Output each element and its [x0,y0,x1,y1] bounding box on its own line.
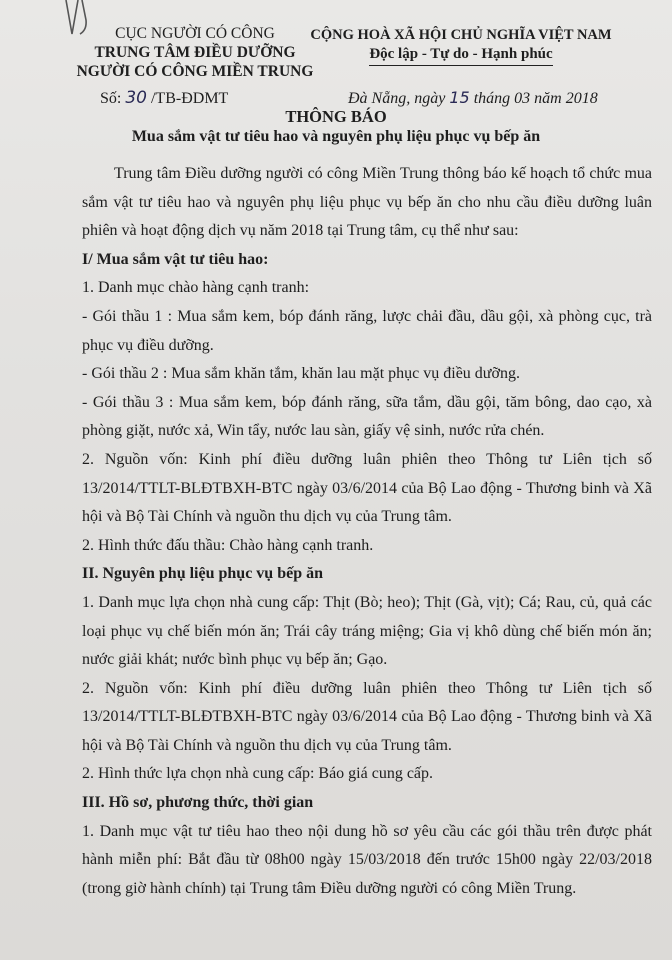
agency-name-line2: NGƯỜI CÓ CÔNG MIỀN TRUNG [76,63,314,80]
section-2-heading: II. Nguyên phụ liệu phục vụ bếp ăn [82,565,323,583]
document-date-day: 15 [449,88,470,107]
document-date: Đà Nẵng, ngày 15 tháng 03 năm 2018 [348,88,598,107]
section-2-method: 2. Hình thức lựa chọn nhà cung cấp: Báo giá cung cấp. [82,765,434,783]
agency-parent: CỤC NGƯỜI CÓ CÔNG [115,25,275,42]
document-title: THÔNG BÁO [285,107,387,126]
section-3-heading: III. Hồ sơ, phương thức, thời gian [82,794,314,812]
document-number: Số: 30 /TB-ĐDMT [100,88,229,108]
agency-name-line1: TRUNG TÂM ĐIỀU DƯỠNG [94,44,296,61]
section-1-heading: I/ Mua sắm vật tư tiêu hao: [82,250,269,268]
document-number-value: 30 [125,88,147,108]
intro-paragraph: Trung tâm Điều dưỡng người có công Miền Trung thông báo kế hoạch tổ chức mua sắm vật tư tiêu hao và nguyên phụ liệu phục vụ bếp ăn cho nhu cầu điều dưỡng luân phiên và hoạt động dịch vụ năm 2018 tại Trung tâm, cụ thể như sau: [82,165,652,240]
section-1-item-1: 1. Danh mục chào hàng cạnh tranh: [82,279,310,297]
section-1-funding: 2. Nguồn vốn: Kinh phí điều dưỡng luân phiên theo Thông tư Liên tịch số 13/2014/TTLT-BLĐTBXH-BTC ngày 03/6/2014 của Bộ Lao động - Thương binh và Xã hội và Bộ Tài Chính và nguồn thu dịch vụ của Trung tâm. [82,450,652,526]
national-motto: Độc lập - Tự do - Hạnh phúc [369,45,552,66]
document-body [82,160,652,903]
national-header [306,26,616,66]
section-2-item-1: 1. Danh mục lựa chọn nhà cung cấp: Thịt (Bò; heo); Thịt (Gà, vịt); Cá; Rau, củ, quả các loại phục vụ chế biến món ăn; Trái cây tráng miệng; Gia vị khô dùng chế biến món ăn; nước giải khát; nước bình phục vụ bếp ăn; Gạo. [82,593,652,669]
section-1-package-1: - Gói thầu 1 : Mua sắm kem, bóp đánh răng, lược chải đầu, dầu gội, xà phòng cục, trà phục vụ điều dưỡng. [82,307,652,354]
section-1-package-3: - Gói thầu 3 : Mua sắm kem, bóp đánh răng, sữa tắm, dầu gội, tăm bông, dao cạo, xà phòng giặt, nước xả, Win tẩy, nước lau sàn, giấy vệ sinh, nước rửa chén. [82,393,652,440]
document-number-code: /TB-ĐDMT [150,90,229,107]
section-2-funding: 2. Nguồn vốn: Kinh phí điều dưỡng luân phiên theo Thông tư Liên tịch số 13/2014/TTLT-BLĐTBXH-BTC ngày 03/6/2014 của Bộ Lao động - Thương binh và Xã hội và Bộ Tài Chính và nguồn thu dịch vụ của Trung tâm. [82,679,652,754]
document-subtitle: Mua sắm vật tư tiêu hao và nguyên phụ liệu phục vụ bếp ăn [131,128,541,145]
section-1-method: 2. Hình thức đấu thầu: Chào hàng cạnh tranh. [82,536,374,554]
country-name: CỘNG HOÀ XÃ HỘI CHỦ NGHĨA VIỆT NAM [310,27,612,43]
section-1-package-2: - Gói thầu 2 : Mua sắm khăn tắm, khăn lau mặt phục vụ điều dưỡng. [82,365,520,383]
section-3-item-1: 1. Danh mục vật tư tiêu hao theo nội dung hồ sơ yêu cầu các gói thầu trên được phát hành miễn phí: Bắt đầu từ 08h00 ngày 15/03/2018 đến trước 15h00 ngày 22/03/2018 (trong giờ hành chính) tại Trung tâm Điều dưỡng người có công Miền Trung. [82,822,652,897]
issuing-agency-header [70,24,320,81]
